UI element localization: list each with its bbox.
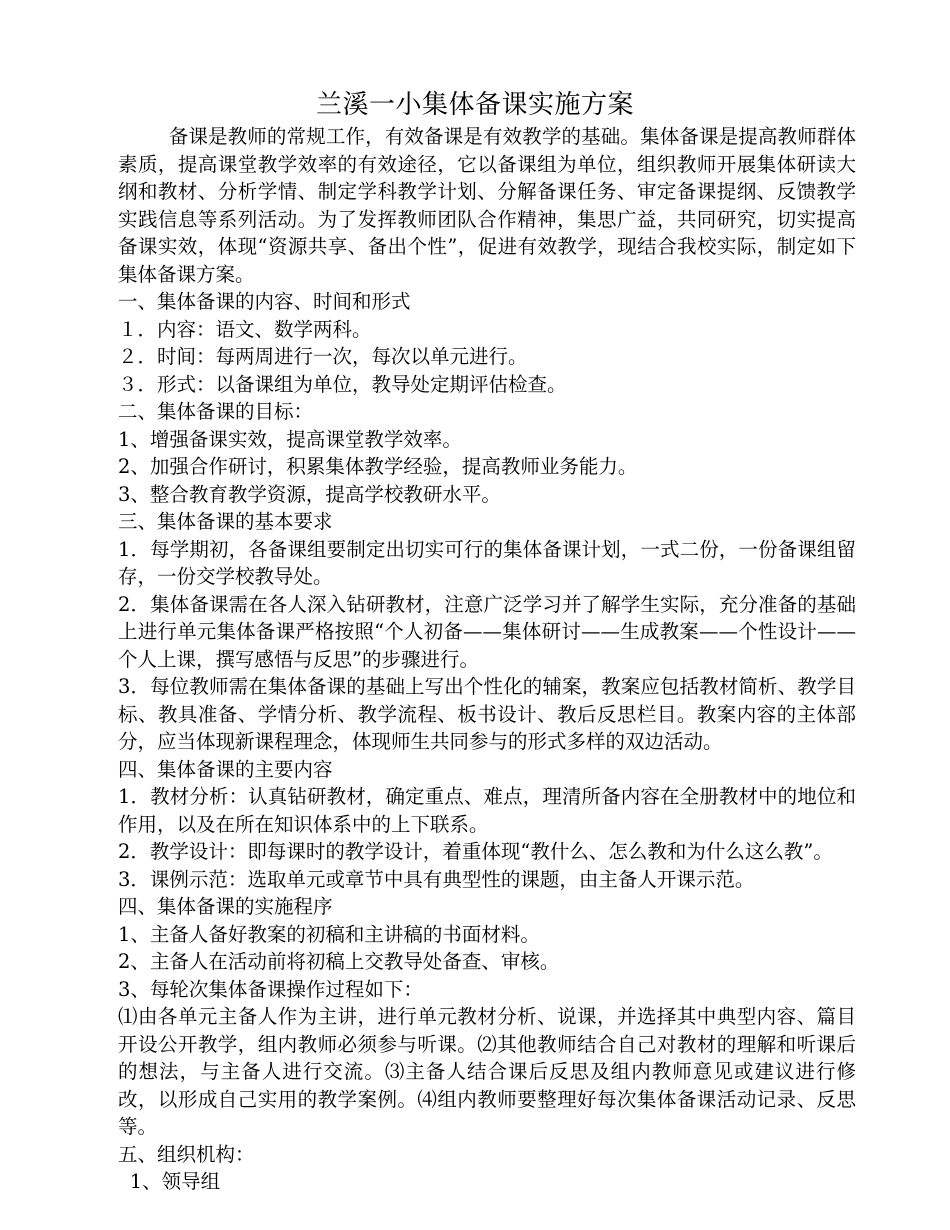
list-item: 1、增强备课实效，提高课堂教学效率。 — [118, 427, 462, 451]
list-item: 3．课例示范：选取单元或章节中具有典型性的课题，由主备人开课示范。 — [118, 867, 755, 891]
section-heading: 三、集体备课的基本要求 — [118, 510, 333, 533]
list-item: ３．形式：以备课组为单位，教导处定期评估检查。 — [118, 372, 567, 396]
list-item: 3、每轮次集体备课操作过程如下： — [118, 977, 423, 1001]
intro-paragraph: 备课是教师的常规工作，有效备课是有效教学的基础。集体备课是提高教师群体素质，提高课堂教学效率的有效途径，它以备课组为单位，组织教师开展集体研读大纲和教材、分析学情、制定学科教学计划、分解备课任务、审定备课提纲、反馈教学实践信息等系列活动。为了发挥教师团队合作精神，集思广益，共同研究，切实提高备课实效，体现“资源共享、备出个性”，促进有效教学，现结合我校实际，制定如下集体备课方案。 — [118, 125, 856, 286]
procedure-paragraph: ⑴由各单元主备人作为主讲，进行单元教材分析、说课，并选择其中典型内容、篇目开设公开教学，组内教师必须参与听课。⑵其他教师结合自己对教材的理解和听课后的想法，与主备人进行交流。⑶主备人结合课后反思及组内教师意见或建议进行修改，以形成自己实用的教学案例。⑷组内教师要整理好每次集体备课活动记录、反思等。 — [118, 1005, 856, 1138]
section-heading: 二、集体备课的目标： — [118, 400, 314, 423]
list-item: 3．每位教师需在集体备课的基础上写出个性化的辅案，教案应包括教材简析、教学目标、教具准备、学情分析、教学流程、板书设计、教后反思栏目。教案内容的主体部分，应当体现新课程理念，体现师生共同参与的形式多样的双边活动。 — [118, 675, 856, 753]
list-item: 1．教材分析：认真钻研教材，确定重点、难点，理清所备内容在全册教材中的地位和作用，以及在所在知识体系中的上下联系。 — [118, 785, 856, 836]
list-item: 3、整合教育教学资源，提高学校教研水平。 — [118, 482, 501, 506]
list-item: 2、加强合作研讨，积累集体教学经验，提高教师业务能力。 — [118, 455, 638, 478]
document-body — [118, 123, 856, 1196]
list-item: 1．每学期初，各备课组要制定出切实可行的集体备课计划，一式二份，一份备课组留存，一份交学校教导处。 — [118, 537, 856, 588]
list-item: 2．集体备课需在各人深入钻研教材，注意广泛学习并了解学生实际，充分准备的基础上进行单元集体备课严格按照“个人初备——集体研讨——生成教案——个性设计——个人上课，撰写感悟与反思”的步骤进行。 — [118, 592, 856, 671]
section-heading: 四、集体备课的主要内容 — [118, 757, 333, 781]
list-item: ２．时间：每两周进行一次，每次以单元进行。 — [118, 345, 528, 368]
document-title: 兰溪一小集体备课实施方案 — [315, 90, 634, 120]
list-item: 1、领导组 — [129, 1170, 221, 1193]
section-heading: 一、集体备课的内容、时间和形式 — [118, 290, 411, 313]
section-heading: 四、集体备课的实施程序 — [118, 895, 333, 918]
section-heading: 五、组织机构： — [118, 1142, 255, 1166]
list-item: 2、主备人在活动前将初稿上交教导处备查、审核。 — [118, 950, 560, 973]
list-item: 2．教学设计：即每课时的教学设计，着重体现“教什么、怎么教和为什么这么教”。 — [118, 840, 833, 863]
list-item: 1、主备人备好教案的初稿和主讲稿的书面材料。 — [118, 922, 540, 946]
list-item: １．内容：语文、数学两科。 — [118, 317, 372, 341]
